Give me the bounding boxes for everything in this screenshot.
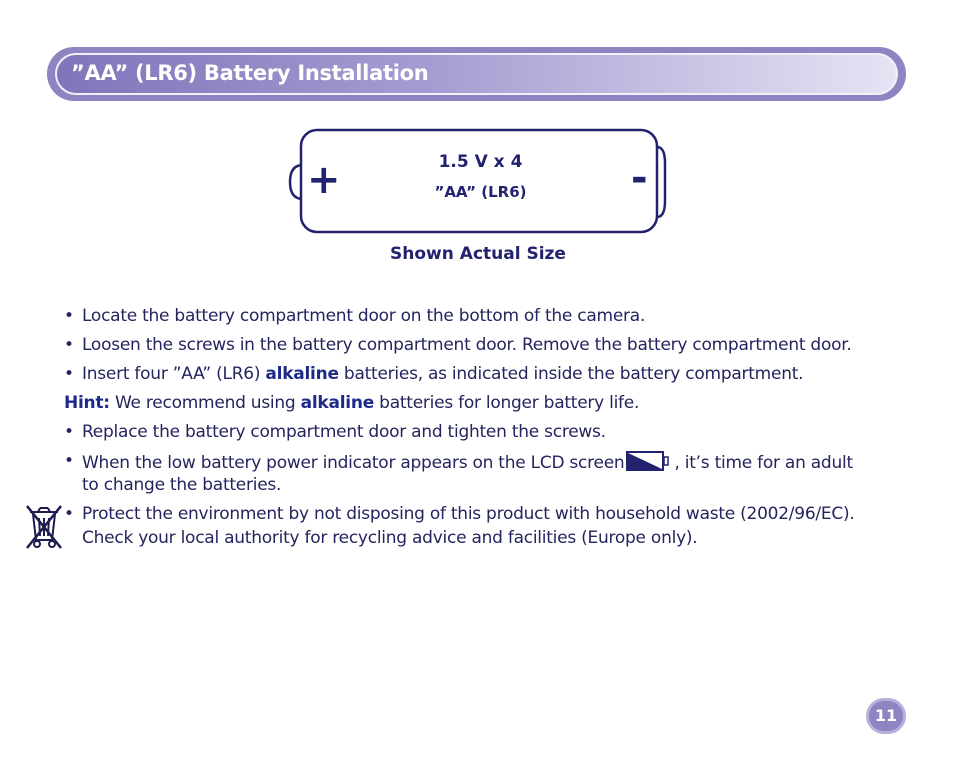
item3-text-before: Insert four ”AA” (LR6) (82, 364, 266, 384)
bullet-marker: • (64, 422, 75, 442)
battery-plus-symbol: + (307, 157, 341, 203)
bullet-marker: • (64, 335, 75, 355)
hint-line (64, 393, 639, 413)
item3-bold-alkaline: alkaline (265, 364, 339, 384)
battery-minus-symbol: - (631, 155, 648, 201)
battery-voltage-label: 1.5 V x 4 (438, 152, 523, 172)
section-header-inner (55, 53, 898, 95)
instruction-item-2: Loosen the screws in the battery compartment door. Remove the battery compartment door. (82, 335, 852, 355)
instruction-item-3 (82, 364, 803, 384)
instruction-item-4: Replace the battery compartment door and tighten the screws. (82, 422, 606, 442)
item5-text-before: When the low battery power indicator appears on the LCD screen (82, 453, 625, 473)
page-number-badge: 11 (866, 698, 906, 734)
instruction-item-6-line2: Check your local authority for recycling advice and facilities (Europe only). (82, 528, 698, 548)
battery-body (301, 130, 657, 232)
instruction-item-6-line1: Protect the environment by not disposing of this product with household waste (2002/96/EC). (82, 504, 855, 524)
hint-text-before: We recommend using (109, 393, 301, 413)
hint-label: Hint: (64, 393, 110, 413)
hint-bold-alkaline: alkaline (300, 393, 374, 413)
instruction-item-5-line2: to change the batteries. (82, 475, 282, 495)
bullet-marker: • (64, 306, 75, 326)
battery-type-label: ”AA” (LR6) (434, 183, 527, 201)
battery-caption: Shown Actual Size (390, 244, 566, 264)
bullet-marker: • (64, 504, 75, 524)
section-header-bar (47, 47, 906, 101)
instruction-item-1: Locate the battery compartment door on the bottom of the camera. (82, 306, 646, 326)
bullet-marker: • (64, 451, 75, 471)
hint-text-after: batteries for longer battery life. (374, 393, 640, 413)
low-battery-icon (626, 451, 670, 471)
item3-text-after: batteries, as indicated inside the battery compartment. (338, 364, 804, 384)
section-title: ”AA” (LR6) Battery Installation (71, 61, 429, 85)
item5-text-after: , it’s time for an adult (674, 453, 853, 473)
crossed-out-wheelie-bin-icon (24, 502, 64, 550)
instruction-item-5 (82, 451, 853, 473)
bullet-marker: • (64, 364, 75, 384)
